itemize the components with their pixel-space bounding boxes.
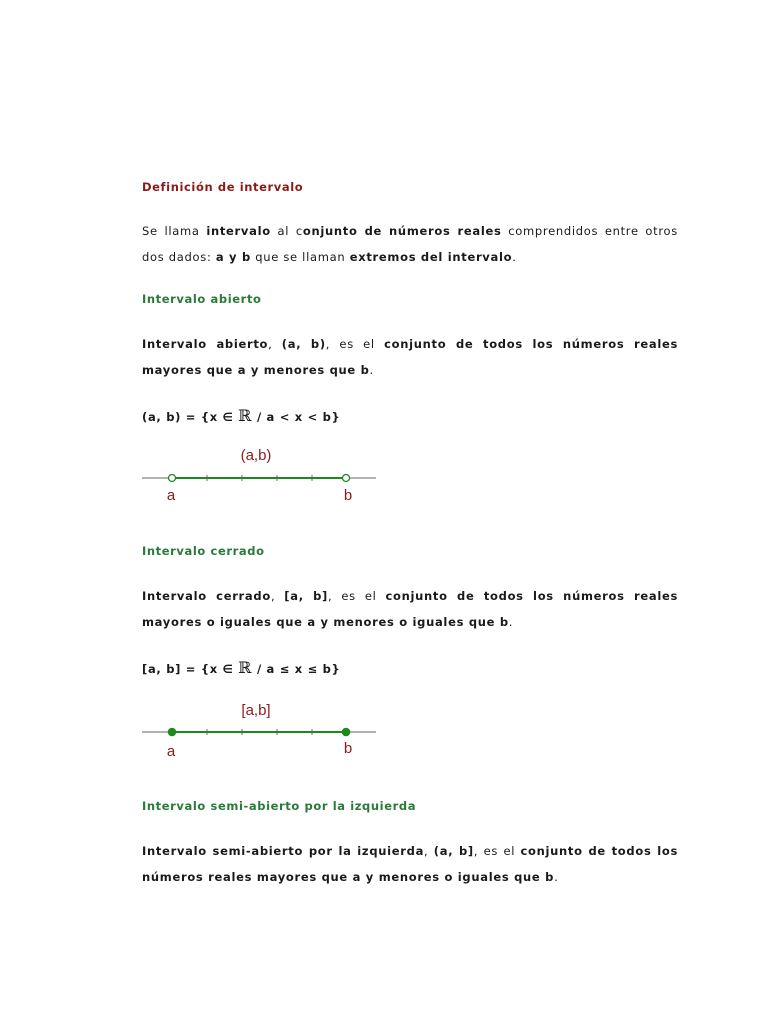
- text-segment: ,: [424, 844, 434, 858]
- section-heading-closed-interval: Intervalo cerrado: [142, 544, 265, 558]
- text-segment: .: [554, 870, 559, 884]
- semi-open-interval-paragraph: [142, 838, 678, 890]
- endpoint-label-a: a: [166, 487, 176, 504]
- definition-paragraph: [142, 218, 678, 270]
- text-segment: , es el: [325, 337, 385, 351]
- formula-text: (a, b) = {x ∈: [142, 410, 239, 424]
- bold-segment: [a, b]: [284, 589, 329, 603]
- bold-segment: conjunto de todos los números reales mayores o iguales que a y menores o iguales que b: [142, 589, 679, 629]
- open-endpoint-b: [343, 475, 350, 482]
- formula-text: / a < x < b}: [252, 410, 341, 424]
- formula-text: [a, b] = {x ∈: [142, 662, 239, 676]
- text-segment: .: [369, 363, 374, 377]
- bold-segment: intervalo: [206, 224, 271, 238]
- text-segment: .: [512, 250, 517, 264]
- formula-text: / a ≤ x ≤ b}: [252, 662, 341, 676]
- text-segment: .: [508, 615, 514, 629]
- bold-segment: (a, b): [281, 337, 326, 351]
- bold-segment: a y b: [215, 250, 251, 264]
- open-interval-paragraph: [142, 331, 678, 383]
- text-segment: al c: [270, 224, 303, 238]
- text-segment: comprendidos entre otros dos dados:: [142, 224, 678, 264]
- text-segment: ,: [270, 589, 285, 603]
- text-segment: , es el: [328, 589, 386, 603]
- section-heading-semi-open-interval: Intervalo semi-abierto por la izquierda: [142, 799, 417, 813]
- real-numbers-symbol: ℝ: [238, 406, 253, 425]
- interval-label: (a,b): [240, 447, 272, 464]
- bold-segment: extremos del intervalo: [349, 250, 513, 264]
- section-heading-open-interval: Intervalo abierto: [142, 292, 262, 306]
- endpoint-label-b: b: [343, 740, 353, 757]
- open-interval-formula: [142, 406, 340, 425]
- real-numbers-symbol: ℝ: [238, 658, 253, 677]
- bold-segment: (a, b]: [433, 844, 474, 858]
- closed-endpoint-b: [342, 728, 350, 736]
- bold-segment: conjunto de todos los números reales mayores que a y menores o iguales que b: [142, 844, 678, 884]
- closed-interval-number-line: [142, 694, 382, 764]
- open-endpoint-a: [169, 475, 176, 482]
- text-segment: que se llaman: [250, 250, 350, 264]
- text-segment: Se llama: [142, 224, 207, 238]
- open-interval-number-line: [142, 440, 382, 510]
- closed-interval-formula: [142, 658, 340, 677]
- bold-segment: Intervalo cerrado: [142, 589, 271, 603]
- text-segment: ,: [268, 337, 282, 351]
- bold-segment: Intervalo abierto: [142, 337, 269, 351]
- closed-interval-paragraph: [142, 583, 678, 635]
- bold-segment: conjunto de todos los números reales mayores que a y menores que b: [142, 337, 679, 377]
- bold-segment: Intervalo semi-abierto por la izquierda: [142, 844, 425, 858]
- bold-segment: onjunto de números reales: [302, 224, 502, 238]
- endpoint-label-a: a: [166, 743, 176, 760]
- endpoint-label-b: b: [343, 487, 353, 504]
- closed-endpoint-a: [168, 728, 176, 736]
- text-segment: , es el: [473, 844, 521, 858]
- interval-label: [a,b]: [241, 702, 271, 719]
- section-heading-definition: Definición de intervalo: [142, 180, 304, 194]
